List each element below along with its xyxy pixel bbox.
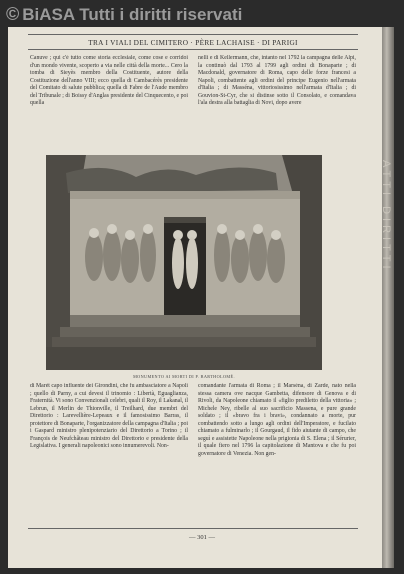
text-column-top-right: nelli e di Kellermann, che, intanto nel 1792 la campagna delle Alpi, la continuò dal 1793 al 1799 agli ordini di Bonaparte ; di Macdonald, governatore di Roma, capo delle forze francesi a Napoli, combattente agli ordini del principe Eugenio nell'armata d'Italia ; di Masséna, vittoriosissimo nell'armata d'Italia ; di Gouvion-St-Cyr, che si distinse sotto il Consolato, e comandava l'ala destra alla battaglia di Novi, dopo avere [198,55,356,106]
monument-illustration [46,155,322,370]
header-rule-bottom [28,49,358,50]
footer-rule [28,528,358,529]
copyright-watermark [6,3,242,25]
copyright-icon: © [6,4,20,24]
photo-caption: MONUMENTO AI MORTI DI P. BARTHOLOMÉ. [133,374,235,379]
side-watermark: ATTI DIRITTI [380,160,392,273]
header-rule-top [28,34,358,35]
text-column-bottom-left: di Marèt capo influente dei Girondini, che fu ambasciatore a Napoli ; quello di Parny, a cui devesi il trinomio : Libertà, Eguaglianza, Fraternità. Vi sono Convenzionali celebri, quali il Roy, il Lakanal, il Lebrun, il Merlin de Thionville, il Treilhard, due membri del Direttorio : Larevellière-Lepeaux e il famosissimo Barras, il protettore di Bonaparte, l'organizzatore della campagna d'Italia ; poi i Gaspard ministro plenipotenziario del Direttorio a Torino ; il François de Neufchâteau ministro del Direttorio e presidente della Legislativa. I generali napoleonici sono innumerevoli. Non- [30,383,188,449]
text-column-top-left: Canuve ; qui c'è tutto come storia ecclesiale, come cose e corridoi d'un mondo vivente, scoperto a via nelle città della morte... Cero la tomba di Sieyès membro della Costituente, autore della Costituzione dell'anno VIII; ecco quella di Cambacérès presidente del Comitato di salute pubblica; quella di Fabre de l'Aude membro del Tribunale ; di Boissy d'Anglas presidente del Cinquecento, e poi quella [30,55,188,106]
text-column-bottom-right: comandante l'armata di Roma ; il Marsèna, di Zarde, nato nella stessa camera ove nacque Gambetta, difensore di Genova e di Rivoli, da Napoleone chiamato il «figlio prediletto della vittoria» ; Michele Ney, ribelle al suo sacrificio Massena, e pure grande soldato ; il «bravo fra i bravi», condannato a morte, pur combattendo sotto a lungo agli ordini dell'Imperatore, e fucilato chiamato a fulminarlo ; il Gourgaud, il fido aiutante di campo, che seguì e assistette Napoleone nella prigionia di S. Elena ; il Sérurier, il quale fiero nel 1796 la capitolazione di Mantova e che fu poi governatore di Venezia. Non gen- [198,383,356,457]
book-spine [382,27,394,568]
monument-photo [46,155,322,370]
page-header: TRA I VIALI DEL CIMITERO · PÈRE LACHAISE · DI PARIGI [88,38,298,47]
page-number: — 301 — [189,534,215,541]
watermark-text: BiASA Tutti i diritti riservati [22,5,243,24]
